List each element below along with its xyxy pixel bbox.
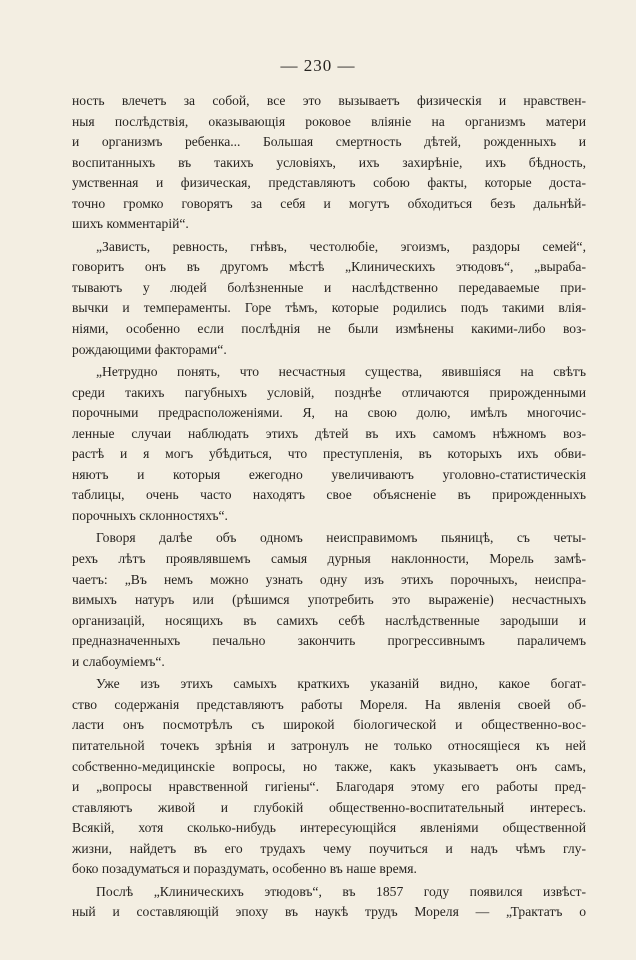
- paragraph: [72, 882, 586, 923]
- text-line: ность влечетъ за собой, все это вызываетъ физическія и нравствен-: [72, 93, 586, 108]
- text-line: ласти онъ посмотрѣлъ съ широкой біологической и общественно-вос-: [72, 717, 586, 733]
- page-number: — 230 —: [280, 56, 356, 75]
- text-line: жизни, найдетъ въ его трудахъ чему поучиться и надъ чѣмъ глу-: [72, 840, 586, 856]
- text-line: чаетъ: „Въ немъ можно узнать одну изъ этихъ порочныхъ, неиспра-: [72, 571, 586, 587]
- text-line: питательной точекъ зрѣнія и затронулъ не только относящіеся къ ней: [72, 737, 586, 753]
- text-line: ленные случаи наблюдать этихъ дѣтей въ ихъ самомъ нѣжномъ воз-: [72, 425, 586, 441]
- text-line: вимыхъ натуръ или (рѣшимся употребить это выраженіе) несчастныхъ: [72, 592, 586, 608]
- paragraph: [72, 91, 586, 235]
- text-line: таблицы, очень часто находятъ свое объясненіе въ прирожденныхъ: [72, 487, 586, 503]
- text-line: предназначенныхъ печально закончить прогрессивнымъ параличемъ: [72, 633, 586, 649]
- text-line: говоритъ онъ въ другомъ мѣстѣ „Клиническихъ этюдовъ“, „вырaба-: [72, 259, 586, 275]
- text-line: и слабоуміемъ“.: [72, 653, 165, 669]
- text-line: Всякій, хотя сколько-нибудь интересующійся явленіями общественной: [72, 820, 586, 836]
- text-line: рехъ лѣтъ проявлявшемъ самыя дурныя наклонности, Морель замѣ-: [72, 551, 586, 567]
- text-line: точно громко говорятъ за себя и могутъ обходиться безъ дальнѣй-: [72, 195, 586, 211]
- text-line: Послѣ „Клиническихъ этюдовъ“, въ 1857 году появился извѣст-: [96, 883, 586, 899]
- text-line: и организмъ ребенка... Большая смертность дѣтей, рожденныхъ и: [72, 134, 586, 150]
- text-line: воспитанныхъ въ такихъ условіяхъ, ихъ захирѣніе, ихъ бѣдность,: [72, 154, 586, 170]
- text-line: и „вопросы нравственной гигіены“. Благодаря этому его работы пред-: [72, 779, 586, 795]
- text-line: ство содержанія представляютъ работы Мореля. На явленія своей об-: [72, 696, 586, 712]
- text-line: растѣ и я могъ убѣдиться, что преступленія, въ которыхъ ихъ обви-: [72, 446, 586, 462]
- paragraph: [72, 237, 586, 360]
- text-line: тываютъ у людей болѣзненные и наслѣдственно передаваемые при-: [72, 279, 586, 295]
- text-line: Говоря далѣе объ одномъ неисправимомъ пьяницѣ, съ четы-: [96, 530, 586, 546]
- body-text: [72, 91, 586, 923]
- text-line: вычки и темпераменты. Горе тѣмъ, которые родились подъ такими влія-: [72, 300, 586, 316]
- text-line: рождающими факторами“.: [72, 341, 227, 357]
- paragraph: [72, 674, 586, 879]
- text-line: ніями, особенно если послѣднія не были измѣнены какими-либо воз-: [72, 321, 586, 337]
- text-line: боко позадуматься и пораздумать, особенно въ наше время.: [72, 861, 417, 877]
- text-line: „Нетрудно понять, что несчастныя существа, явившіяся на свѣтъ: [96, 364, 586, 380]
- text-line: порочныхъ склонностяхъ“.: [72, 507, 228, 523]
- text-line: организацій, носящихъ въ самихъ себѣ наслѣдственные зародыши и: [72, 612, 586, 628]
- text-line: среди такихъ пагубныхъ условій, позднѣе отличаются прирожденными: [72, 384, 586, 400]
- paragraph: [72, 528, 586, 672]
- text-line: няютъ и которыя ежегодно увеличиваютъ уголовно-статистическія: [72, 466, 586, 482]
- text-line: Уже изъ этихъ самыхъ краткихъ указаній видно, какое богат-: [96, 676, 586, 692]
- text-line: „Зависть, ревность, гнѣвъ, честолюбіе, эгоизмъ, раздоры семей“,: [96, 238, 586, 254]
- text-line: порочными предрасположеніями. Я, на свою долю, имѣлъ многочис-: [72, 405, 586, 421]
- text-line: умственная и физическая, представляютъ собою факты, которые доста-: [72, 175, 586, 191]
- text-line: собственно-медицинскіе вопросы, но также, какъ указываетъ онъ самъ,: [72, 758, 586, 774]
- text-line: ный и составляющій эпоху въ наукѣ трудъ Мореля — „Трактатъ о: [72, 904, 586, 920]
- paragraph: [72, 362, 586, 526]
- text-line: шихъ комментарій“.: [72, 216, 189, 232]
- text-line: ныя послѣдствія, оказывающія роковое вліяніе на организмъ матери: [72, 113, 586, 129]
- text-line: ставляютъ живой и глубокій общественно-воспитательный интересъ.: [72, 799, 586, 815]
